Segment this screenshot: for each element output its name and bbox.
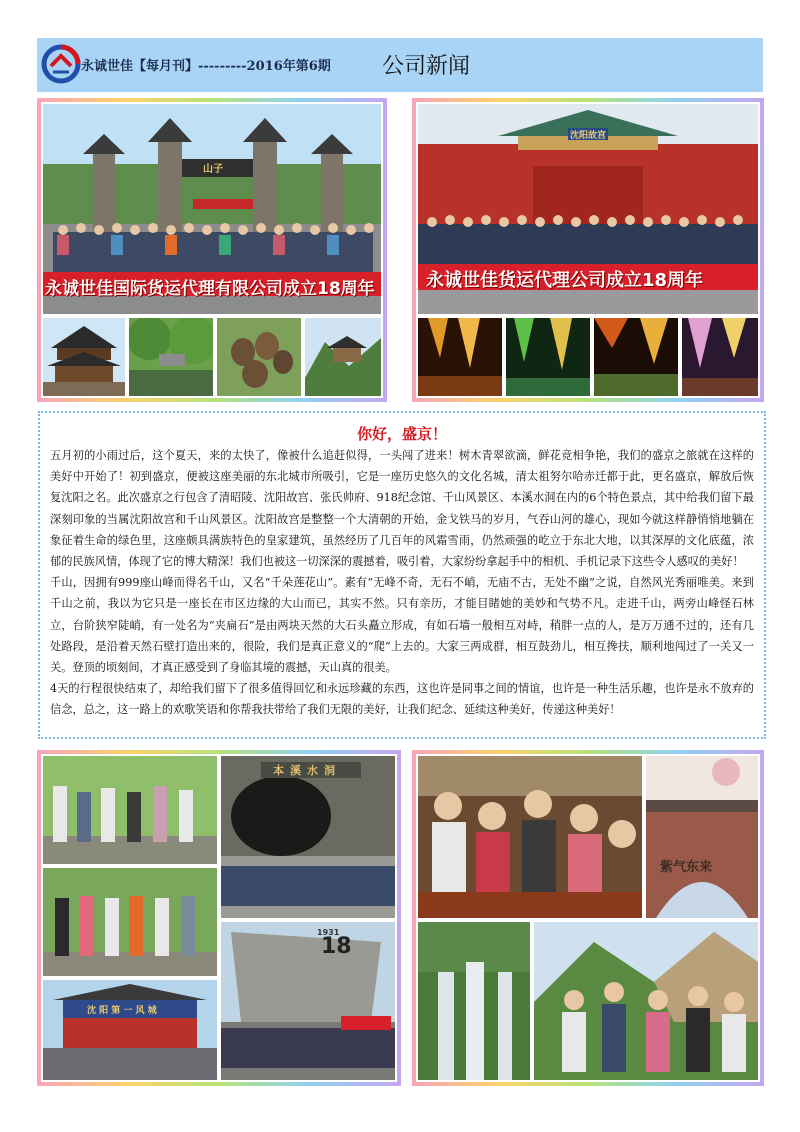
photo-waterfall [418,922,530,1080]
page-header [37,38,763,92]
photo-mountain-group [534,922,758,1080]
cave-sign: 本溪水洞 [273,764,341,777]
thumb-temple-hill [305,318,381,396]
banner-top-right: 永诚世佳货运代理公司成立18周年 [426,270,704,291]
photo-frame-bottom-left [37,750,401,1086]
thumb-pinecones [217,318,301,396]
stone-number: 18 [321,934,352,959]
article-box [38,411,766,739]
issue-label: 永诚世佳【每月刊】---------2016年第6期 [81,59,331,74]
section-title: 公司新闻 [382,54,471,79]
article-paragraph-1: 五月初的小雨过后，这个夏天，来的太快了，像被什么追赶似得，一头闯了进来！树木青翠欲滴，鲜花竞相争艳，我们的盛京之旅就在这样的美好中开始了！初到盛京，便被这座美丽的东北城市所吸引，它是一座历史悠久的文化名城，清太祖努尔哈赤迁都于此，更名盛京，解放后恢复沈阳之名。此次盛京之行包含了清昭陵、沈阳故宫、张氏帅府、918纪念馆、千山风景区、本溪水洞在内的6个特色景点，其中给我们留下最深刻印象的当属沈阳故宫和千山风景区。沈阳故宫是整整一个大清朝的开始，金戈铁马的岁月，气吞山河的雄心，现如今就这样静悄悄地躺在象征着生命的绿色里，这座颇具满族特色的皇家建筑，虽然经历了几百年的风霜雪雨，仍然顽强的屹立于东北大地，以其深厚的文化底蕴，浓郁的民族风情，体现了它的博大精深！我们也被这一切深深的震撼着，吸引着，大家纷纷拿起手中的相机、手机记录下这些令人感叹的美好！ [50,449,754,569]
photo-cave-entrance [221,756,395,918]
photo-frame-top-right [412,98,764,402]
banner-top-left: 永诚世佳国际货运代理有限公司成立18周年 [45,279,375,299]
photo-dinner-toast [418,756,642,918]
gate-plaque: 沈 阳 第 一 风 城 [87,1006,157,1016]
thumb-cave-2 [506,318,590,396]
photo-memorial-stone [221,922,395,1080]
thumb-pagoda [43,318,125,396]
palace-sign: 沈阳故宫 [570,131,607,141]
photo-palace-wall [646,756,758,918]
photo-group-path [43,868,217,976]
article-paragraph-2: 千山，因拥有999座山峰而得名千山，又名“千朵莲花山”。素有“无峰不奇，无石不峭，无庙不古，无处不幽”之说，自然风光秀丽唯美。来到千山之前，我以为它只是一座长在市区边缘的大山而已，其实不然。只有亲历，才能目睹她的美妙和气势不凡。走进千山，两旁山峰怪石林立，台阶狭窄陡峭，有一处名为“夹扁石”是由两块天然的大石头矗立形成，有如石墙一般相互对峙，稍胖一点的人，是万万通不过的，还有几处路段，是沿着天然石壁打造出来的，很险，我们是真正意义的“爬”上去的。大家三两成群，相互鼓劲儿，相互搀扶，顺利地闯过了一关又一关。登顶的顷刻间，才真正感受到了身临其境的震撼，天山真的很美。 [50,576,754,675]
photo-frame-bottom-right [412,750,764,1086]
photo-frame-top-left [37,98,387,402]
article-paragraph-3: 4天的行程很快结束了，却给我们留下了很多值得回忆和永远珍藏的东西，这也许是同事之间的情谊，也许是一种生活乐趣，也许是永不放弃的信念，总之，这一路上的欢歌笑语和你帮我扶带给了我们无限的美好，让我们纪念、延续这种美好，传递这种美好！ [50,682,754,717]
stone-year: 1931 [317,928,340,937]
article-title: 你好，盛京！ [356,425,447,443]
company-logo-icon [41,44,81,84]
photo-group-forest [43,756,217,864]
wall-sign: 紫气东来 [660,860,713,875]
photo-gate-group [43,980,217,1080]
group-photo-gate [43,104,381,314]
group-photo-palace [418,104,758,314]
thumb-garden [129,318,213,396]
thumb-cave-1 [418,318,502,396]
thumb-cave-4 [682,318,758,396]
article-body [50,445,754,721]
gate-sign: 山子 [203,164,223,175]
thumb-cave-3 [594,318,678,396]
